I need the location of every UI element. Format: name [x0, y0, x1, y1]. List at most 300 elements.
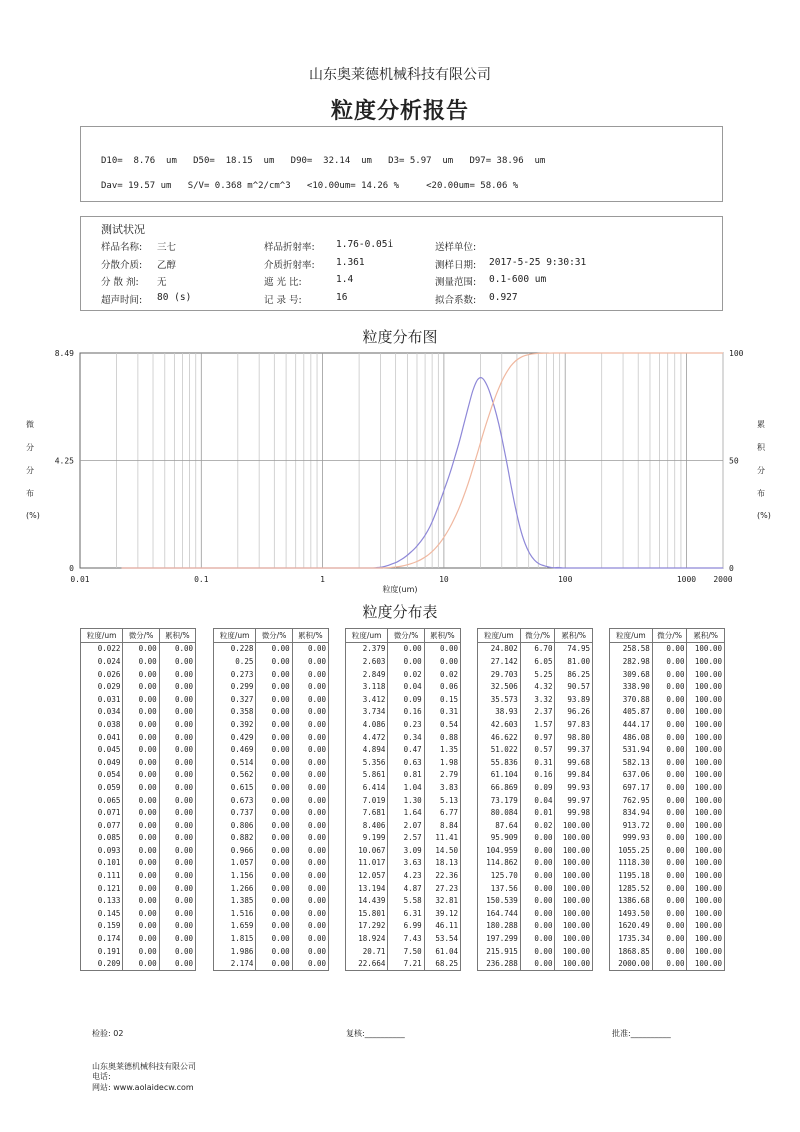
table-row	[610, 794, 725, 807]
table-cell: 0.01	[520, 806, 555, 819]
table-row	[610, 882, 725, 895]
distribution-chart	[0, 344, 800, 594]
table-cell: 11.41	[424, 832, 460, 845]
table-cell: 1.04	[388, 781, 424, 794]
table-row	[214, 806, 329, 819]
distribution-table	[213, 628, 329, 971]
table-row	[346, 655, 461, 668]
table-row	[81, 806, 196, 819]
table-row	[478, 756, 593, 769]
table-cell: 444.17	[610, 718, 653, 731]
table-cell: 0.00	[292, 907, 328, 920]
table-cell: 0.00	[424, 642, 460, 655]
table-cell: 80.084	[478, 806, 521, 819]
table-cell: 762.95	[610, 794, 653, 807]
table-row	[346, 882, 461, 895]
table-cell: 0.00	[256, 882, 292, 895]
table-cell: 12.057	[346, 869, 388, 882]
table-cell: 338.90	[610, 680, 653, 693]
table-cell: 104.959	[478, 844, 521, 857]
table-cell: 0.00	[652, 832, 687, 845]
table-row	[478, 693, 593, 706]
table-row	[610, 844, 725, 857]
condition-label: 测样日期:	[435, 259, 477, 271]
table-cell: 0.00	[520, 894, 555, 907]
table-cell: 1118.30	[610, 857, 653, 870]
table-cell: 0.00	[388, 642, 424, 655]
table-cell: 100.00	[555, 844, 593, 857]
table-cell: 0.429	[214, 731, 256, 744]
table-row	[214, 882, 329, 895]
table-cell: 0.00	[256, 819, 292, 832]
table-row	[346, 907, 461, 920]
table-cell: 0.00	[652, 932, 687, 945]
table-row	[81, 693, 196, 706]
table-row	[610, 932, 725, 945]
table-cell: 0.034	[81, 706, 123, 719]
table-cell: 0.049	[81, 756, 123, 769]
y-right-tick-label: 0	[729, 564, 734, 573]
table-row	[214, 756, 329, 769]
table-cell: 100.00	[555, 869, 593, 882]
table-cell: 22.664	[346, 957, 388, 970]
table-cell: 0.00	[292, 844, 328, 857]
table-cell: 0.00	[159, 869, 195, 882]
table-cell: 1.57	[520, 718, 555, 731]
table-row	[610, 781, 725, 794]
table-row	[478, 907, 593, 920]
table-cell: 73.179	[478, 794, 521, 807]
table-cell: 0.00	[256, 642, 292, 655]
table-cell: 0.00	[292, 668, 328, 681]
table-row	[214, 945, 329, 958]
table-cell: 0.00	[292, 957, 328, 970]
table-cell: 1.266	[214, 882, 256, 895]
x-tick-label: 1000	[676, 575, 697, 584]
table-cell: 1493.50	[610, 907, 653, 920]
condition-value: 乙醇	[157, 259, 177, 271]
table-cell: 99.98	[555, 806, 593, 819]
table-cell: 486.08	[610, 731, 653, 744]
table-cell: 0.026	[81, 668, 123, 681]
table-row	[610, 945, 725, 958]
table-row	[610, 655, 725, 668]
table-row	[478, 706, 593, 719]
table-cell: 7.21	[388, 957, 424, 970]
table-cell: 0.00	[159, 806, 195, 819]
table-row	[478, 743, 593, 756]
table-cell: 258.58	[610, 642, 653, 655]
table-cell: 0.00	[652, 642, 687, 655]
table-cell: 0.00	[520, 945, 555, 958]
table-cell: 0.00	[159, 882, 195, 895]
table-row	[214, 655, 329, 668]
table-row	[478, 794, 593, 807]
table-row	[610, 718, 725, 731]
table-cell: 0.00	[123, 680, 159, 693]
table-cell: 0.00	[256, 957, 292, 970]
table-header-row	[610, 629, 725, 643]
table-cell: 0.00	[123, 794, 159, 807]
axis-label-char: 布	[26, 489, 34, 498]
table-cell: 46.11	[424, 920, 460, 933]
table-cell: 0.00	[652, 769, 687, 782]
table-row	[214, 781, 329, 794]
table-cell: 1055.25	[610, 844, 653, 857]
condition-label: 送样单位:	[435, 242, 477, 253]
table-cell: 0.25	[214, 655, 256, 668]
table-cell: 0.02	[424, 668, 460, 681]
table-cell: 99.97	[555, 794, 593, 807]
table-cell: 1.385	[214, 894, 256, 907]
table-cell: 0.00	[123, 869, 159, 882]
table-cell: 0.054	[81, 769, 123, 782]
table-row	[81, 668, 196, 681]
table-cell: 1.516	[214, 907, 256, 920]
axis-label-char: (%)	[757, 511, 771, 520]
table-cell: 0.514	[214, 756, 256, 769]
table-cell: 0.00	[123, 756, 159, 769]
table-cell: 0.00	[256, 945, 292, 958]
table-cell: 1620.49	[610, 920, 653, 933]
condition-value: 16	[336, 291, 348, 303]
footer-website: 网站: www.aolaidecw.com	[92, 1083, 194, 1092]
table-cell: 4.87	[388, 882, 424, 895]
table-cell: 0.00	[652, 819, 687, 832]
table-cell: 86.25	[555, 668, 593, 681]
table-cell: 100.00	[687, 794, 725, 807]
table-cell: 0.145	[81, 907, 123, 920]
table-cell: 0.00	[292, 731, 328, 744]
table-cell: 1.98	[424, 756, 460, 769]
table-cell: 0.00	[292, 945, 328, 958]
table-cell: 0.00	[159, 920, 195, 933]
condition-value: 2017-5-25 9:30:31	[489, 256, 587, 268]
table-row	[214, 731, 329, 744]
table-cell: 0.00	[652, 945, 687, 958]
table-cell: 2.174	[214, 957, 256, 970]
table-cell: 0.00	[123, 844, 159, 857]
table-cell: 0.02	[520, 819, 555, 832]
table-row	[478, 769, 593, 782]
table-cell: 0.00	[256, 655, 292, 668]
table-cell: 0.174	[81, 932, 123, 945]
table-cell: 0.00	[256, 832, 292, 845]
table-row	[346, 932, 461, 945]
table-cell: 0.00	[292, 932, 328, 945]
footer-company: 山东奥莱德机械科技有限公司	[92, 1062, 196, 1071]
table-row	[610, 731, 725, 744]
table-row	[81, 756, 196, 769]
table-cell: 22.36	[424, 869, 460, 882]
table-cell: 0.00	[123, 806, 159, 819]
table-cell: 0.00	[159, 756, 195, 769]
table-row	[610, 769, 725, 782]
table-cell: 3.09	[388, 844, 424, 857]
table-cell: 14.50	[424, 844, 460, 857]
table-cell: 0.038	[81, 718, 123, 731]
table-cell: 4.894	[346, 743, 388, 756]
table-cell: 1.659	[214, 920, 256, 933]
table-cell: 61.04	[424, 945, 460, 958]
table-row	[346, 781, 461, 794]
table-cell: 0.00	[159, 894, 195, 907]
table-row	[610, 680, 725, 693]
table-cell: 15.801	[346, 907, 388, 920]
table-cell: 0.34	[388, 731, 424, 744]
table-row	[478, 655, 593, 668]
table-cell: 2.57	[388, 832, 424, 845]
table-cell: 11.017	[346, 857, 388, 870]
table-cell: 100.00	[687, 655, 725, 668]
table-cell: 0.00	[292, 806, 328, 819]
table-cell: 100.00	[687, 957, 725, 970]
table-row	[214, 832, 329, 845]
table-cell: 0.273	[214, 668, 256, 681]
table-cell: 2000.00	[610, 957, 653, 970]
condition-label: 分散介质:	[101, 259, 143, 271]
footer-phone: 电话:	[92, 1072, 111, 1081]
table-cell: 0.00	[292, 832, 328, 845]
table-cell: 0.00	[292, 794, 328, 807]
table-cell: 0.00	[159, 743, 195, 756]
table-row	[478, 844, 593, 857]
table-cell: 97.83	[555, 718, 593, 731]
table-cell: 2.79	[424, 769, 460, 782]
column-header: 粒度/um	[214, 629, 256, 643]
table-cell: 582.13	[610, 756, 653, 769]
table-row	[610, 668, 725, 681]
table-row	[81, 857, 196, 870]
table-cell: 2.849	[346, 668, 388, 681]
table-row	[81, 957, 196, 970]
table-row	[346, 857, 461, 870]
table-cell: 0.228	[214, 642, 256, 655]
distribution-table	[80, 628, 196, 971]
table-cell: 0.00	[520, 857, 555, 870]
inspector-field: 检验: 02	[92, 1029, 124, 1038]
table-cell: 0.00	[292, 680, 328, 693]
table-cell: 4.23	[388, 869, 424, 882]
table-row	[610, 857, 725, 870]
table-cell: 0.00	[652, 806, 687, 819]
table-cell: 150.539	[478, 894, 521, 907]
table-cell: 0.00	[256, 907, 292, 920]
table-cell: 0.00	[123, 655, 159, 668]
table-row	[610, 832, 725, 845]
table-cell: 93.89	[555, 693, 593, 706]
table-cell: 2.379	[346, 642, 388, 655]
table-cell: 14.439	[346, 894, 388, 907]
table-row	[610, 642, 725, 655]
approver-field: 批准:__________	[612, 1029, 671, 1038]
table-cell: 0.00	[159, 769, 195, 782]
table-row	[346, 920, 461, 933]
table-cell: 100.00	[555, 832, 593, 845]
table-cell: 99.37	[555, 743, 593, 756]
axis-label-char: (%)	[26, 511, 40, 520]
table-cell: 0.00	[256, 718, 292, 731]
table-cell: 0.00	[520, 957, 555, 970]
table-row	[610, 907, 725, 920]
table-cell: 100.00	[687, 668, 725, 681]
table-cell: 0.00	[123, 832, 159, 845]
condition-label: 样品折射率:	[264, 242, 315, 253]
table-cell: 0.00	[292, 894, 328, 907]
table-cell: 3.118	[346, 680, 388, 693]
condition-label: 样品名称:	[101, 242, 143, 253]
company-name: 山东奥莱德机械科技有限公司	[309, 67, 491, 83]
table-cell: 90.57	[555, 680, 593, 693]
table-cell: 137.56	[478, 882, 521, 895]
table-cell: 7.681	[346, 806, 388, 819]
table-cell: 0.00	[652, 907, 687, 920]
table-cell: 7.019	[346, 794, 388, 807]
condition-value: 1.361	[336, 256, 365, 268]
table-cell: 0.00	[123, 907, 159, 920]
table-cell: 100.00	[687, 920, 725, 933]
table-cell: 9.199	[346, 832, 388, 845]
table-row	[81, 680, 196, 693]
table-cell: 0.00	[123, 731, 159, 744]
conditions-heading: 测试状况	[101, 223, 145, 236]
table-cell: 4.32	[520, 680, 555, 693]
table-cell: 100.00	[687, 907, 725, 920]
table-row	[346, 706, 461, 719]
table-cell: 51.022	[478, 743, 521, 756]
column-header: 微分/%	[652, 629, 687, 643]
condition-value: 1.76-0.05i	[336, 239, 394, 250]
table-cell: 0.00	[123, 642, 159, 655]
table-cell: 39.12	[424, 907, 460, 920]
table-cell: 32.81	[424, 894, 460, 907]
table-cell: 87.64	[478, 819, 521, 832]
table-cell: 0.09	[520, 781, 555, 794]
table-cell: 0.00	[652, 706, 687, 719]
table-cell: 0.00	[520, 932, 555, 945]
table-cell: 0.88	[424, 731, 460, 744]
table-cell: 5.58	[388, 894, 424, 907]
table-cell: 0.00	[652, 882, 687, 895]
y-right-tick-label: 100	[729, 349, 744, 358]
table-row	[478, 957, 593, 970]
report-title: 粒度分析报告	[330, 99, 469, 124]
table-cell: 1.35	[424, 743, 460, 756]
table-cell: 0.00	[652, 668, 687, 681]
condition-value: 80 (s)	[157, 291, 192, 303]
table-row	[346, 718, 461, 731]
table-cell: 53.54	[424, 932, 460, 945]
table-cell: 0.00	[123, 819, 159, 832]
table-header-row	[214, 629, 329, 643]
table-row	[610, 806, 725, 819]
y-left-tick-label: 0	[69, 564, 74, 573]
table-row	[214, 706, 329, 719]
table-cell: 100.00	[687, 756, 725, 769]
table-cell: 100.00	[555, 932, 593, 945]
table-cell: 0.737	[214, 806, 256, 819]
table-cell: 100.00	[687, 882, 725, 895]
table-cell: 6.31	[388, 907, 424, 920]
table-cell: 125.70	[478, 869, 521, 882]
summary-line-2: Dav= 19.57 um S/V= 0.368 m^2/cm^3 <10.00um= 14.26 % <20.00um= 58.06 %	[101, 181, 519, 191]
column-header: 累积/%	[555, 629, 593, 643]
table-cell: 0.00	[123, 932, 159, 945]
table-cell: 1.64	[388, 806, 424, 819]
x-tick-label: 0.1	[194, 575, 209, 584]
table-row	[81, 655, 196, 668]
table-cell: 0.00	[292, 693, 328, 706]
table-cell: 0.041	[81, 731, 123, 744]
table-cell: 114.862	[478, 857, 521, 870]
table-cell: 100.00	[687, 894, 725, 907]
table-cell: 0.57	[520, 743, 555, 756]
table-cell: 46.622	[478, 731, 521, 744]
table-cell: 99.93	[555, 781, 593, 794]
table-cell: 55.836	[478, 756, 521, 769]
summary-box	[80, 126, 723, 202]
table-cell: 0.133	[81, 894, 123, 907]
table-row	[610, 743, 725, 756]
table-cell: 0.00	[256, 769, 292, 782]
table-cell: 100.00	[555, 920, 593, 933]
chart-title: 粒度分布图	[362, 328, 438, 346]
x-tick-label: 1	[320, 575, 326, 584]
table-cell: 0.00	[123, 693, 159, 706]
table-cell: 0.00	[652, 756, 687, 769]
table-cell: 0.06	[424, 680, 460, 693]
table-cell: 0.00	[652, 894, 687, 907]
table-cell: 0.00	[292, 920, 328, 933]
distribution-table	[609, 628, 725, 971]
table-cell: 32.506	[478, 680, 521, 693]
table-cell: 0.00	[652, 680, 687, 693]
table-cell: 0.00	[159, 819, 195, 832]
table-cell: 4.472	[346, 731, 388, 744]
table-row	[81, 945, 196, 958]
table-row	[214, 907, 329, 920]
table-row	[214, 932, 329, 945]
table-row	[478, 882, 593, 895]
table-cell: 7.43	[388, 932, 424, 945]
column-header: 累积/%	[159, 629, 195, 643]
table-cell: 0.00	[292, 869, 328, 882]
table-cell: 1868.85	[610, 945, 653, 958]
table-cell: 0.00	[652, 655, 687, 668]
column-header: 微分/%	[123, 629, 159, 643]
column-header: 累积/%	[687, 629, 725, 643]
reviewer-field: 复核:__________	[346, 1029, 405, 1038]
table-cell: 100.00	[687, 781, 725, 794]
table-cell: 0.00	[123, 718, 159, 731]
table-row	[478, 731, 593, 744]
table-cell: 0.00	[652, 869, 687, 882]
table-row	[478, 945, 593, 958]
table-cell: 0.806	[214, 819, 256, 832]
table-row	[214, 894, 329, 907]
table-row	[214, 668, 329, 681]
table-row	[81, 894, 196, 907]
table-cell: 1.986	[214, 945, 256, 958]
table-cell: 0.04	[520, 794, 555, 807]
table-row	[81, 907, 196, 920]
column-header: 累积/%	[292, 629, 328, 643]
table-cell: 2.603	[346, 655, 388, 668]
table-cell: 309.68	[610, 668, 653, 681]
table-cell: 0.00	[652, 693, 687, 706]
table-row	[346, 693, 461, 706]
table-cell: 0.065	[81, 794, 123, 807]
